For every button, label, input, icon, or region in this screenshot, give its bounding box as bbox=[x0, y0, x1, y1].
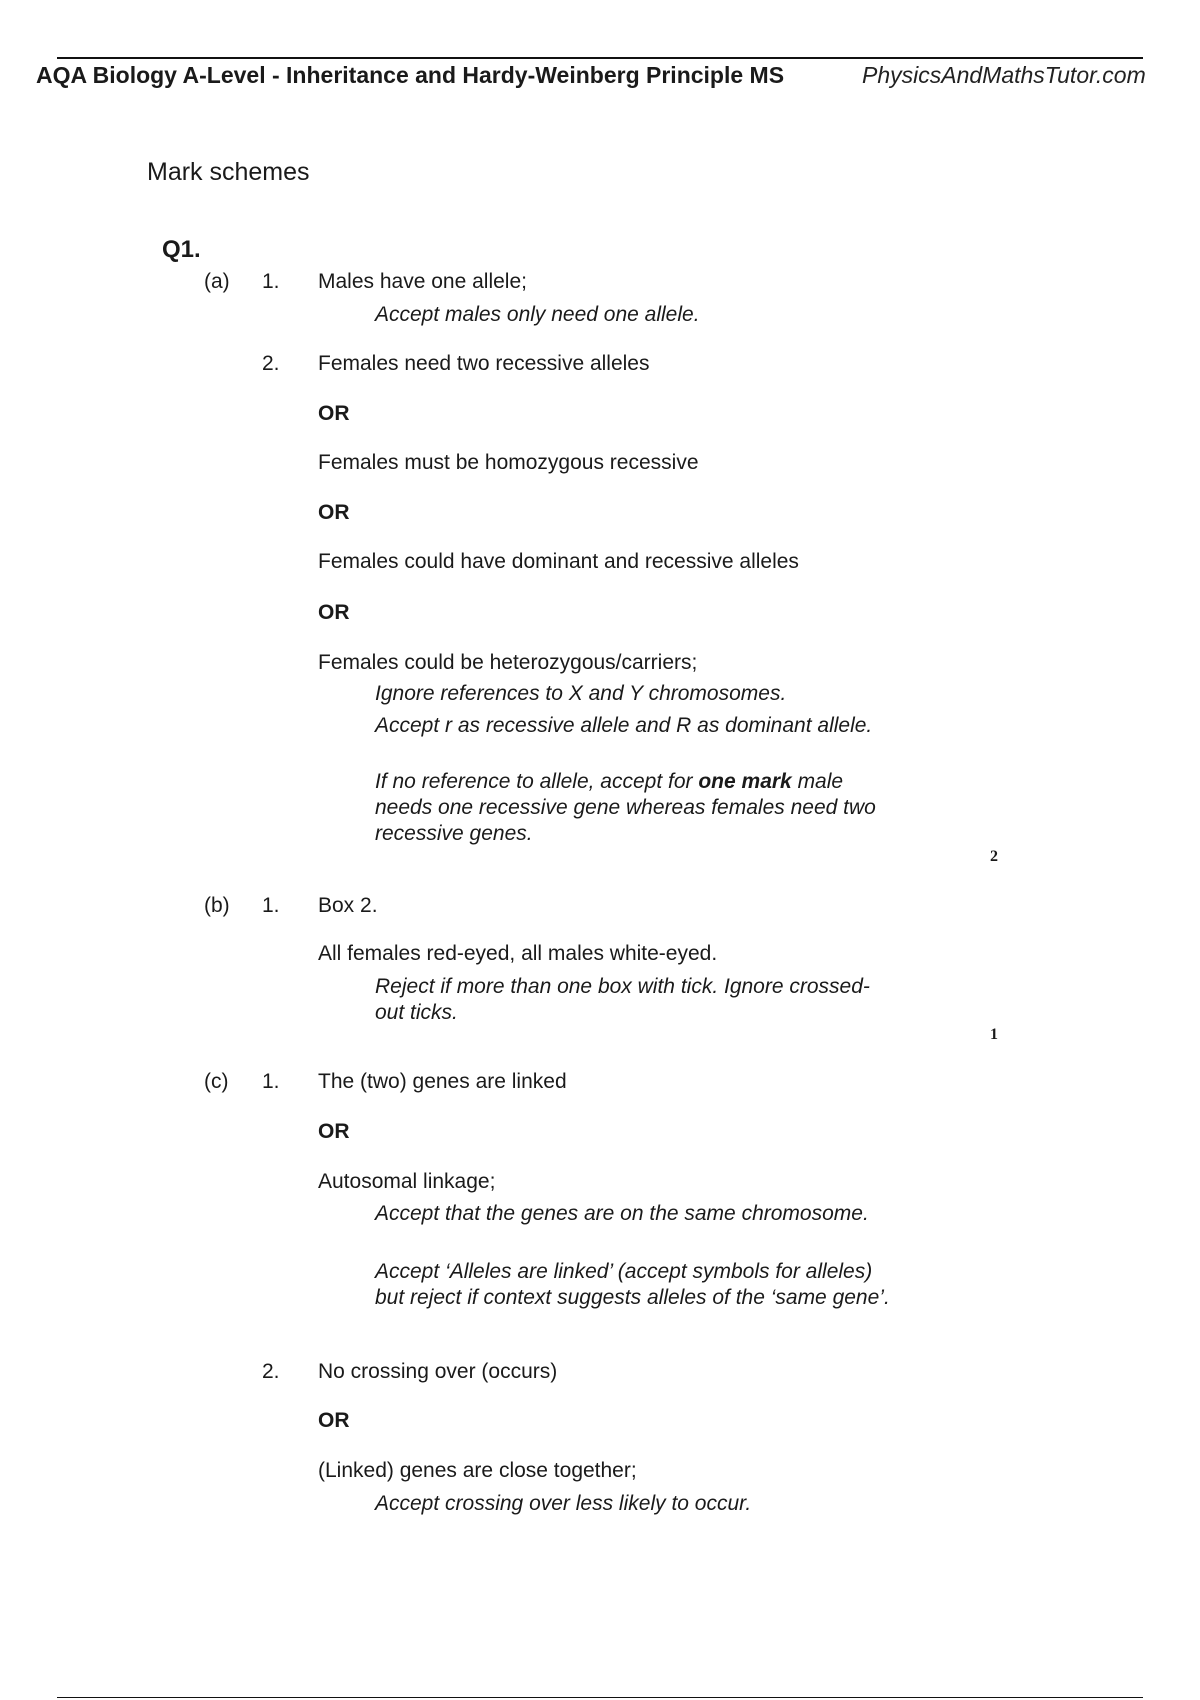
examiner-note: Accept that the genes are on the same chromosome. bbox=[375, 1202, 869, 1225]
answer-text: Autosomal linkage; bbox=[318, 1170, 496, 1193]
part-label-b: (b) bbox=[204, 894, 230, 917]
or-separator: OR bbox=[318, 601, 350, 624]
site-name: PhysicsAndMathsTutor.com bbox=[862, 62, 1146, 88]
footer-rule bbox=[57, 1697, 1143, 1698]
header-rule bbox=[57, 57, 1143, 59]
examiner-note: Reject if more than one box with tick. Ignore crossed-out ticks. bbox=[375, 975, 870, 1024]
or-separator: OR bbox=[318, 501, 350, 524]
point-number: 1. bbox=[262, 270, 280, 293]
answer-text: Box 2. bbox=[318, 894, 378, 917]
point-number: 1. bbox=[262, 894, 280, 917]
answer-text: All females red-eyed, all males white-eyed. bbox=[318, 942, 718, 965]
point-number: 1. bbox=[262, 1070, 280, 1093]
document-title: AQA Biology A-Level - Inheritance and Hardy-Weinberg Principle MS bbox=[36, 62, 785, 88]
examiner-note: If no reference to allele, accept for one mark male needs one recessive gene whereas females need two recessive genes. bbox=[375, 770, 876, 845]
part-label-c: (c) bbox=[204, 1070, 229, 1093]
answer-text: Males have one allele; bbox=[318, 270, 527, 293]
emphasis-one-mark: one mark bbox=[698, 770, 792, 793]
examiner-note: Accept r as recessive allele and R as dominant allele. bbox=[375, 714, 873, 737]
answer-text: Females could be heterozygous/carriers; bbox=[318, 651, 698, 674]
marks-total: 1 bbox=[990, 1026, 998, 1043]
answer-text: Females could have dominant and recessive alleles bbox=[318, 550, 799, 573]
or-separator: OR bbox=[318, 402, 350, 425]
section-title: Mark schemes bbox=[147, 158, 310, 186]
answer-text: The (two) genes are linked bbox=[318, 1070, 567, 1093]
point-number: 2. bbox=[262, 352, 280, 375]
answer-text: Females need two recessive alleles bbox=[318, 352, 650, 375]
answer-text: No crossing over (occurs) bbox=[318, 1360, 558, 1383]
examiner-note: Accept males only need one allele. bbox=[375, 303, 700, 326]
question-number: Q1. bbox=[162, 236, 201, 263]
answer-text: Females must be homozygous recessive bbox=[318, 451, 699, 474]
or-separator: OR bbox=[318, 1409, 350, 1432]
or-separator: OR bbox=[318, 1120, 350, 1143]
part-label-a: (a) bbox=[204, 270, 230, 293]
examiner-note: Accept crossing over less likely to occur. bbox=[375, 1492, 752, 1515]
answer-text: (Linked) genes are close together; bbox=[318, 1459, 637, 1482]
point-number: 2. bbox=[262, 1360, 280, 1383]
examiner-note: Accept ‘Alleles are linked’ (accept symbols for alleles) but reject if context suggests alleles of the ‘same gene’. bbox=[375, 1260, 890, 1309]
marks-total: 2 bbox=[990, 848, 998, 865]
examiner-note: Ignore references to X and Y chromosomes. bbox=[375, 682, 787, 705]
